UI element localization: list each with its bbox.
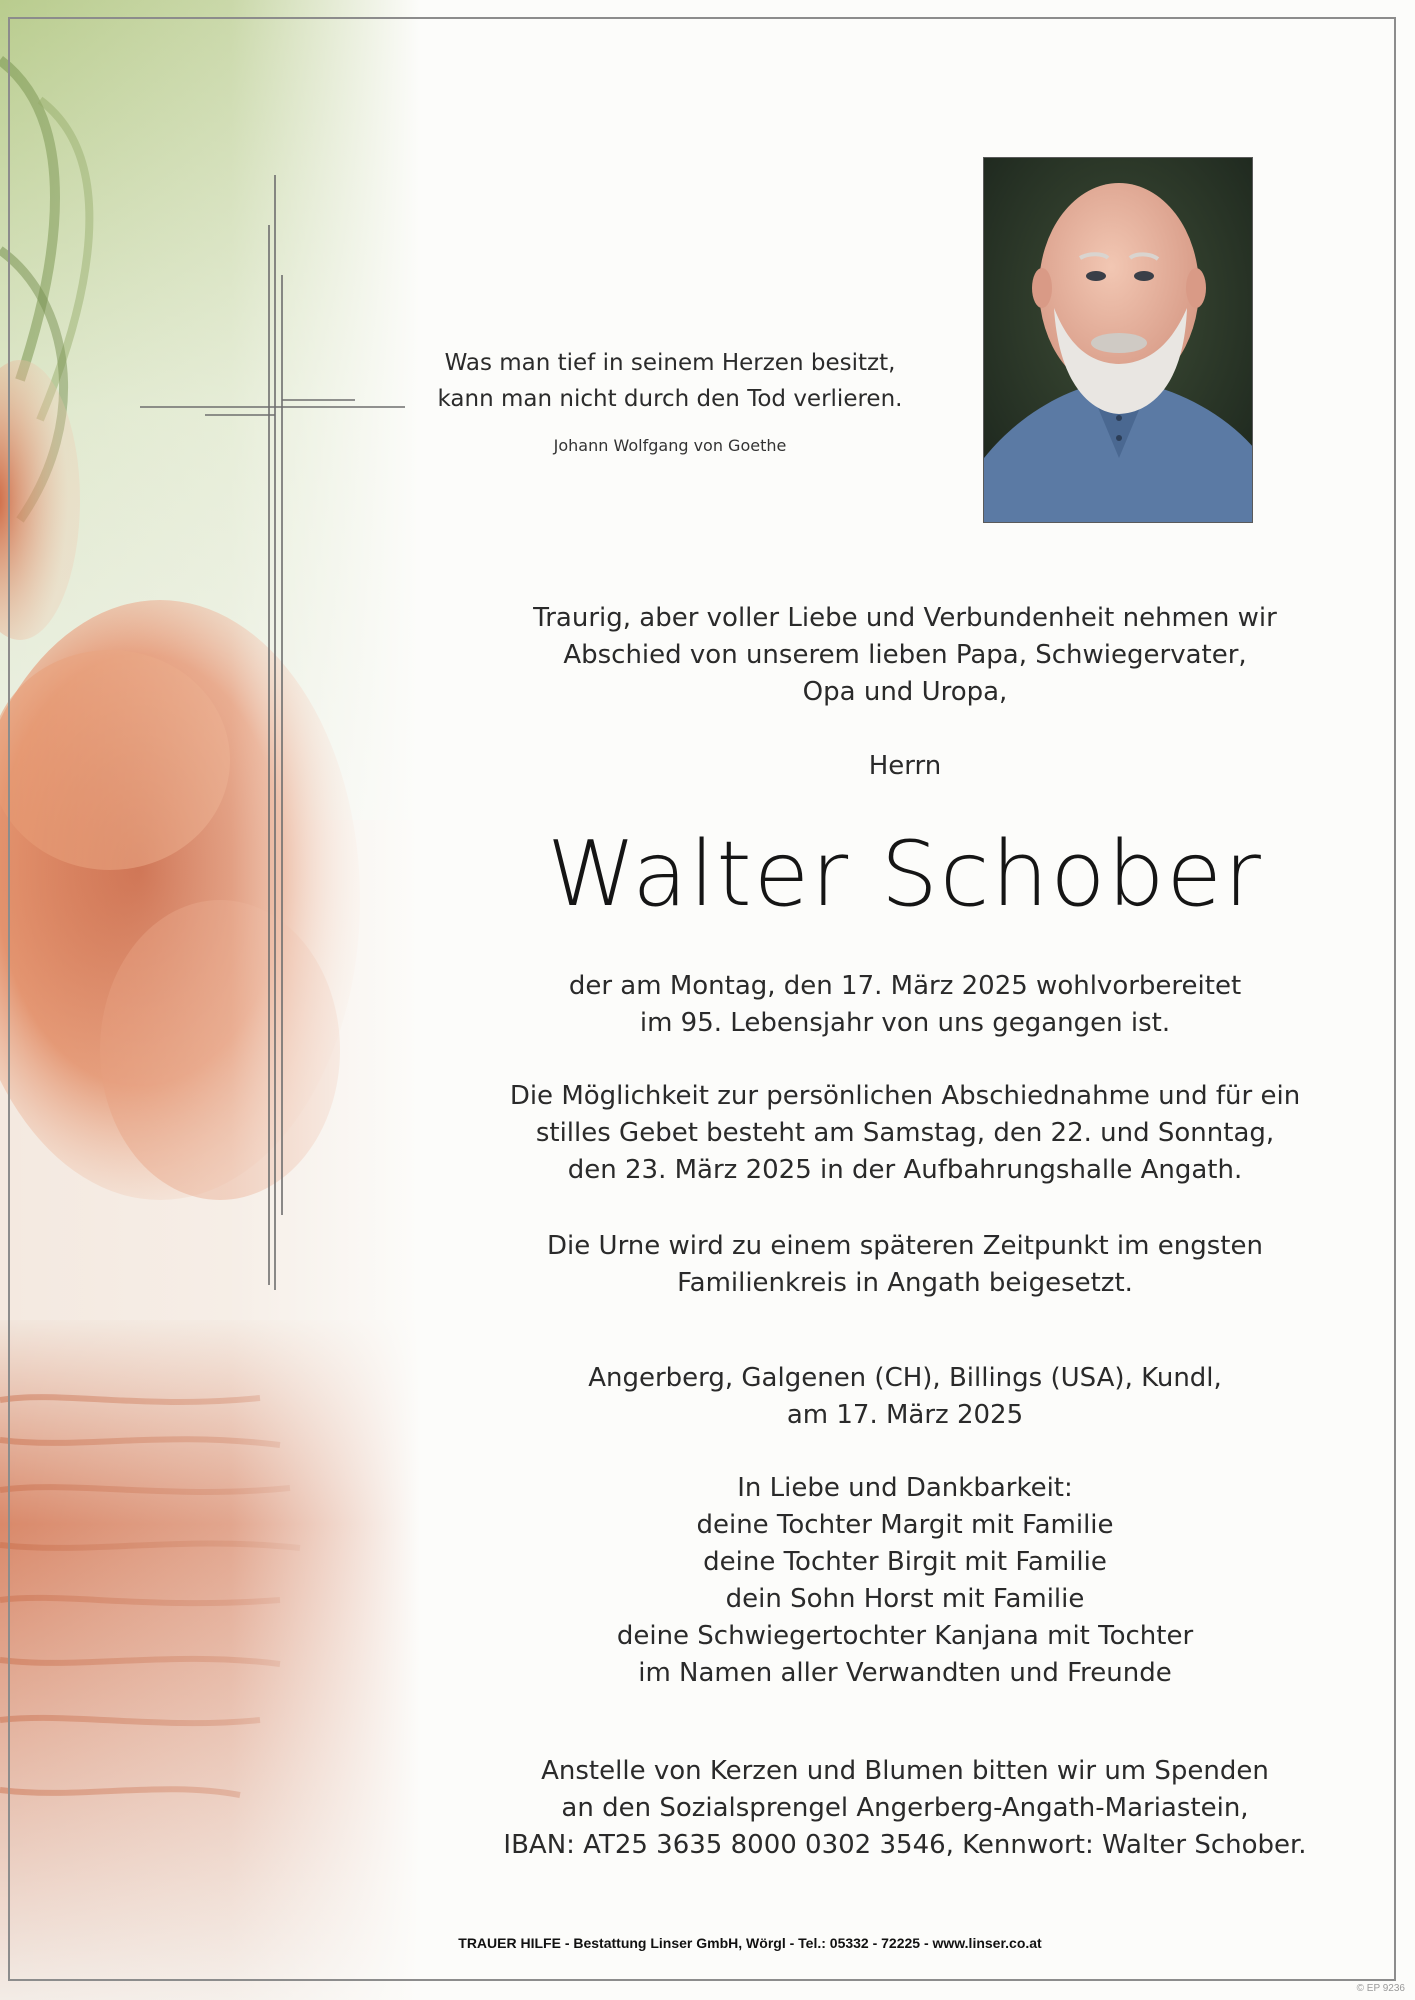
intro-line: Opa und Uropa,: [802, 677, 1008, 707]
place-date-line: Angerberg, Galgenen (CH), Billings (USA), Kundl,: [588, 1363, 1222, 1393]
mourner-item: deine Tochter Margit mit Familie: [696, 1510, 1114, 1540]
mourner-item: dein Sohn Horst mit Familie: [725, 1584, 1085, 1614]
urn-paragraph: [470, 1228, 1340, 1302]
quote-author: Johann Wolfgang von Goethe: [553, 436, 787, 455]
mourner-item: deine Schwiegertochter Kanjana mit Tochter: [616, 1621, 1194, 1651]
urn-line: Die Urne wird zu einem späteren Zeitpunkt im engsten: [547, 1231, 1263, 1261]
farewell-line: stilles Gebet besteht am Samstag, den 22. und Sonntag,: [535, 1118, 1275, 1148]
quote-block: [390, 345, 950, 417]
quote-line: kann man nicht durch den Tod verlieren.: [437, 386, 903, 412]
salutation-text: Herrn: [868, 751, 942, 781]
death-notice-line: der am Montag, den 17. März 2025 wohlvorbereitet: [568, 971, 1242, 1001]
portrait-photo: [983, 157, 1253, 523]
death-notice: [470, 968, 1340, 1042]
intro-line: Abschied von unserem lieben Papa, Schwiegervater,: [563, 640, 1247, 670]
place-date: [470, 1360, 1340, 1434]
donation-line: Anstelle von Kerzen und Blumen bitten wir um Spenden: [541, 1756, 1269, 1786]
intro-line: Traurig, aber voller Liebe und Verbundenheit nehmen wir: [533, 603, 1277, 633]
intro-paragraph: [470, 600, 1340, 711]
salutation: [470, 748, 1340, 785]
farewell-line: Die Möglichkeit zur persönlichen Abschiednahme und für ein: [509, 1081, 1301, 1111]
mourners-heading: In Liebe und Dankbarkeit:: [737, 1473, 1073, 1503]
mourner-item: im Namen aller Verwandten und Freunde: [638, 1658, 1172, 1688]
urn-line: Familienkreis in Angath beigesetzt.: [677, 1268, 1133, 1298]
donation-line: an den Sozialsprengel Angerberg-Angath-Mariastein,: [561, 1793, 1249, 1823]
place-date-line: am 17. März 2025: [786, 1400, 1024, 1430]
farewell-paragraph: [470, 1078, 1340, 1189]
ep-code: © EP 9236: [1356, 1983, 1405, 1994]
deceased-name: Walter Schober: [547, 822, 1263, 927]
cross-icon: [140, 175, 405, 1290]
funeral-home-footer: TRAUER HILFE - Bestattung Linser GmbH, Wörgl - Tel.: 05332 - 72225 - www.linser.co.at: [458, 1935, 1042, 1951]
farewell-line: den 23. März 2025 in der Aufbahrungshalle Angath.: [567, 1155, 1243, 1185]
quote-line: Was man tief in seinem Herzen besitzt,: [444, 350, 896, 376]
donation-line: IBAN: AT25 3635 8000 0302 3546, Kennwort: Walter Schober.: [503, 1830, 1307, 1860]
portrait-image: [984, 158, 1253, 523]
mourners-list: [470, 1470, 1340, 1692]
death-notice-line: im 95. Lebensjahr von uns gegangen ist.: [639, 1008, 1171, 1038]
mourner-item: deine Tochter Birgit mit Familie: [703, 1547, 1107, 1577]
donation-paragraph: [470, 1753, 1340, 1864]
